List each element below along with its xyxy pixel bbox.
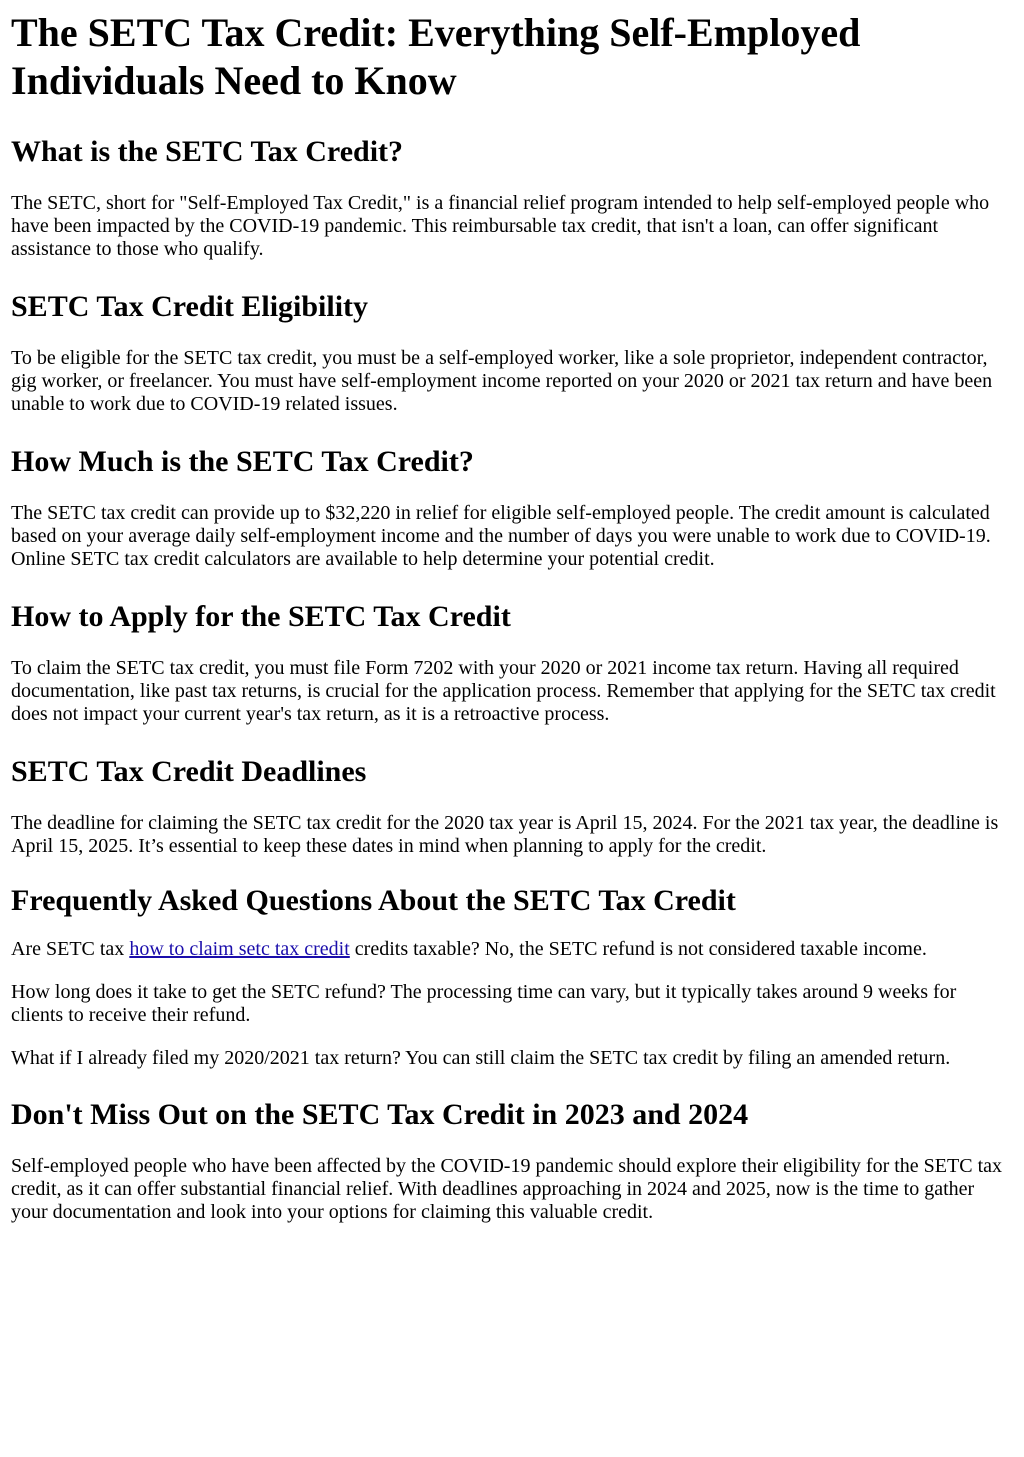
section-heading: Don't Miss Out on the SETC Tax Credit in 2023 and 2024 [11, 1098, 749, 1131]
section-heading: SETC Tax Credit Deadlines [11, 755, 367, 788]
claim-setc-link[interactable]: how to claim setc tax credit [129, 938, 350, 960]
section-heading: What is the SETC Tax Credit? [11, 135, 404, 168]
article [0, 9, 1024, 1224]
faq-text: Are SETC tax [11, 938, 130, 960]
faq-answer-already-filed: What if I already filed my 2020/2021 tax return? You can still claim the SETC tax credit by filing an amended return. [11, 1047, 951, 1069]
faq-text: credits taxable? No, the SETC refund is not considered taxable income. [349, 938, 927, 960]
section-body: The deadline for claiming the SETC tax credit for the 2020 tax year is April 15, 2024. For the 2021 tax year, the deadline is April 15, 2025. It’s essential to keep these dates in mind when planning to apply for the credit. [11, 812, 999, 857]
section-body: To claim the SETC tax credit, you must file Form 7202 with your 2020 or 2021 income tax return. Having all required documentation, like past tax returns, is crucial for the application process. Remember that applying for the SETC tax credit does not impact your current year's tax return, as it is a retroactive process. [11, 657, 996, 725]
section-body: The SETC tax credit can provide up to $32,220 in relief for eligible self-employed people. The credit amount is calculated based on your average daily self-employment income and the number of days you were unable to work due to COVID-19. Online SETC tax credit calculators are available to help determine your potential credit. [11, 502, 991, 570]
section-heading: How Much is the SETC Tax Credit? [11, 445, 474, 478]
section-deadlines [11, 754, 1013, 858]
faq-answer-refund-time: How long does it take to get the SETC refund? The processing time can vary, but it typically takes around 9 weeks for clients to receive their refund. [11, 981, 957, 1026]
section-faq [11, 883, 1013, 1070]
section-body: To be eligible for the SETC tax credit, you must be a self-employed worker, like a sole proprietor, independent contractor, gig worker, or freelancer. You must have self-employment income reported on your 2020 or 2021 tax return and have been unable to work due to COVID-19 related issues. [11, 347, 993, 415]
faq-answer-taxable [11, 938, 1013, 961]
section-how-to-apply [11, 599, 1013, 726]
section-closing [11, 1097, 1013, 1224]
section-what-is [11, 134, 1013, 261]
page-title: The SETC Tax Credit: Everything Self-Employed Individuals Need to Know [11, 10, 861, 103]
section-heading: SETC Tax Credit Eligibility [11, 290, 369, 323]
section-body: Self-employed people who have been affected by the COVID-19 pandemic should explore their eligibility for the SETC tax credit, as it can offer substantial financial relief. With deadlines approaching in 2024 and 2025, now is the time to gather your documentation and look into your options for claiming this valuable credit. [11, 1155, 1003, 1223]
section-body: The SETC, short for "Self-Employed Tax Credit," is a financial relief program intended to help self-employed people who have been impacted by the COVID-19 pandemic. This reimbursable tax credit, that isn't a loan, can offer significant assistance to those who qualify. [11, 192, 990, 260]
section-heading: How to Apply for the SETC Tax Credit [11, 600, 511, 633]
section-eligibility [11, 289, 1013, 416]
section-heading: Frequently Asked Questions About the SETC Tax Credit [11, 884, 736, 917]
section-how-much [11, 444, 1013, 571]
